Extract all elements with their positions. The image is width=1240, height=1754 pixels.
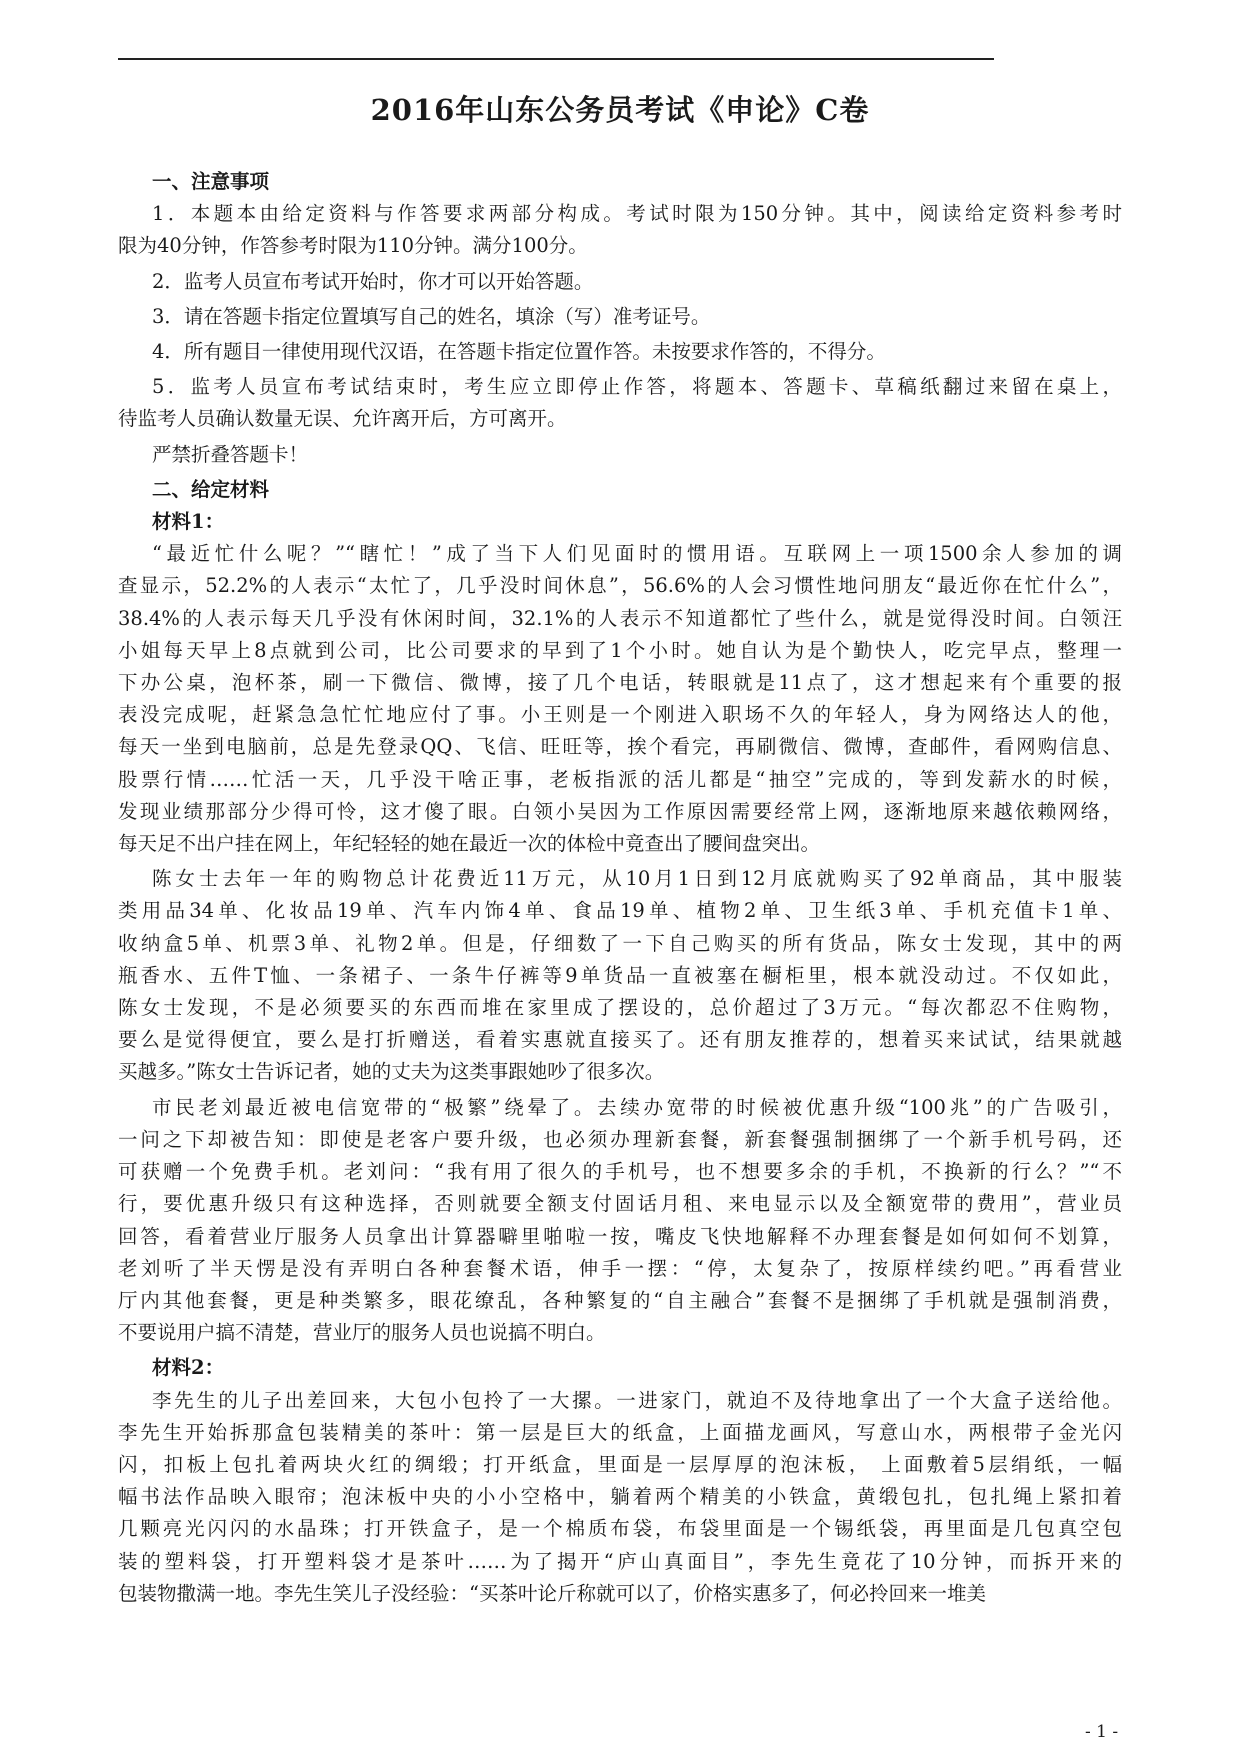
section-heading-notes: 一、注意事项 — [152, 170, 270, 193]
text-line: 瓶香水、五件T恤、一条裙子、一条牛仔裤等9单货品一直被塞在橱柜里，根本就没动过。不仅如此， — [118, 963, 1122, 987]
text-line: 38.4%的人表示每天几乎没有休闲时间，32.1%的人表示不知道都忙了些什么，就是觉得没时间。白领汪 — [118, 606, 1122, 630]
text-line: 陈女士去年一年的购物总计花费近11万元，从10月1日到12月底就购买了92单商品，其中服装 — [152, 867, 1122, 891]
material-1 — [118, 538, 1122, 1349]
paragraph — [118, 371, 1122, 435]
section-heading-materials: 二、给定材料 — [152, 477, 270, 501]
text-line: 每天足不出户挂在网上，年纪轻轻的她在最近一次的体检中竟查出了腰间盘突出。 — [118, 832, 821, 856]
text-line: 查显示，52.2%的人表示“太忙了，几乎没时间休息”，56.6%的人会习惯性地问朋友“最近你在忙什么”， — [118, 574, 1122, 598]
text-line: 市民老刘最近被电信宽带的“极繁”绕晕了。去续办宽带的时候被优惠升级“100兆”的广告吸引， — [152, 1095, 1122, 1119]
text-line: 收纳盒5单、机票3单、礼物2单。但是，仔细数了一下自己购买的所有货品，陈女士发现，其中的两 — [118, 931, 1122, 955]
paragraph — [118, 863, 1122, 1088]
text-line: 严禁折叠答题卡！ — [152, 442, 309, 466]
text-line: 厅内其他套餐，更是种类繁多，眼花缭乱，各种繁复的“自主融合”套餐不是捆绑了手机就是强制消费， — [118, 1288, 1122, 1312]
text-line: 回答，看着营业厅服务人员拿出计算器噼里啪啦一按，嘴皮飞快地解释不办理套餐是如何如何不划算， — [118, 1224, 1122, 1248]
text-line: 要么是觉得便宜，要么是打折赠送，看着实惠就直接买了。还有朋友推荐的，想着买来试试，结果就越 — [118, 1028, 1122, 1052]
material-2-heading: 材料2： — [152, 1356, 225, 1380]
header-rule — [118, 58, 994, 60]
text-line: 可获赠一个免费手机。老刘问：“我有用了很久的手机号，也不想要多余的手机，不换新的行么？”“不 — [118, 1160, 1122, 1184]
paragraph — [118, 538, 1122, 860]
text-line: 下办公桌，泡杯茶，刷一下微信、微博，接了几个电话，转眼就是11点了，这才想起来有个重要的报 — [118, 671, 1122, 695]
text-line: 行，要优惠升级只有这种选择，否则就要全额支付固话月租、来电显示以及全额宽带的费用”，营业员 — [118, 1192, 1122, 1216]
paragraph — [118, 439, 1122, 471]
paragraph — [118, 1385, 1122, 1610]
text-line: 小姐每天早上8点就到公司，比公司要求的早到了1个小时。她自认为是个勤快人，吃完早点，整理一 — [118, 638, 1122, 662]
paragraph — [118, 266, 1122, 298]
text-line: 闪，扣板上包扎着两块火红的绸缎；打开纸盒，里面是一层厚厚的泡沫板， 上面敷着5层绢纸，一幅 — [118, 1452, 1122, 1476]
document-title: 2016年山东公务员考试《申论》C卷 — [370, 93, 870, 127]
document-body — [118, 166, 1122, 1613]
notes-section — [118, 198, 1122, 471]
text-line: 陈女士发现，不是必须要买的东西而堆在家里成了摆设的，总价超过了3万元。“每次都忍不住购物， — [118, 996, 1122, 1020]
text-line: 幅书法作品映入眼帘；泡沫板中央的小小空格中，躺着两个精美的小铁盒，黄缎包扎，包扎绳上紧扣着 — [118, 1485, 1122, 1509]
text-line: 几颗亮光闪闪的水晶珠；打开铁盒子，是一个棉质布袋，布袋里面是一个锡纸袋，再里面是几包真空包 — [118, 1517, 1122, 1541]
text-line: “最近忙什么呢？”“瞎忙！”成了当下人们见面时的惯用语。互联网上一项1500余人参加的调 — [152, 542, 1122, 566]
text-line: 3．请在答题卡指定位置填写自己的姓名，填涂（写）准考证号。 — [152, 304, 711, 328]
text-line: 4．所有题目一律使用现代汉语，在答题卡指定位置作答。未按要求作答的，不得分。 — [152, 340, 886, 364]
text-line: 2．监考人员宣布考试开始时，你才可以开始答题。 — [152, 269, 594, 293]
text-line: 李先生开始拆那盒包装精美的茶叶：第一层是巨大的纸盒，上面描龙画风，写意山水，两根带子金光闪 — [118, 1420, 1122, 1444]
text-line: 表没完成呢，赶紧急急忙忙地应付了事。小王则是一个刚进入职场不久的年轻人，身为网络达人的他， — [118, 703, 1122, 727]
text-line: 包装物撒满一地。李先生笑儿子没经验：“买茶叶论斤称就可以了，价格实惠多了，何必拎回来一堆美 — [118, 1581, 986, 1605]
text-line: 5．监考人员宣布考试结束时，考生应立即停止作答，将题本、答题卡、草稿纸翻过来留在桌上， — [152, 375, 1122, 399]
paragraph — [118, 301, 1122, 333]
material-2 — [118, 1385, 1122, 1610]
text-line: 老刘听了半天愣是没有弄明白各种套餐术语，伸手一摆：“停，太复杂了，按原样续约吧。”再看营业 — [118, 1256, 1122, 1280]
text-line: 发现业绩那部分少得可怜，这才傻了眼。白领小吴因为工作原因需要经常上网，逐渐地原来越依赖网络， — [118, 799, 1122, 823]
text-line: 1．本题本由给定资料与作答要求两部分构成。考试时限为150分钟。其中，阅读给定资料参考时 — [152, 202, 1122, 226]
paragraph — [118, 198, 1122, 262]
material-1-heading: 材料1： — [152, 510, 225, 534]
text-line: 类用品34单、化妆品19单、汽车内饰4单、食品19单、植物2单、卫生纸3单、手机充值卡1单、 — [118, 899, 1122, 923]
page-number: - 1 - — [1085, 1722, 1119, 1742]
paragraph — [118, 336, 1122, 368]
text-line: 限为40分钟，作答参考时限为110分钟。满分100分。 — [118, 234, 588, 258]
text-line: 每天一坐到电脑前，总是先登录QQ、飞信、旺旺等，挨个看完，再刷微信、微博，查邮件，看网购信息、 — [118, 735, 1122, 759]
text-line: 待监考人员确认数量无误、允许离开后，方可离开。 — [118, 407, 567, 431]
text-line: 一问之下却被告知：即使是老客户要升级，也必须办理新套餐，新套餐强制捆绑了一个新手机号码，还 — [118, 1127, 1122, 1151]
text-line: 李先生的儿子出差回来，大包小包拎了一大摞。一进家门，就迫不及待地拿出了一个大盒子送给他。 — [152, 1388, 1122, 1412]
text-line: 买越多。”陈女士告诉记者，她的丈夫为这类事跟她吵了很多次。 — [118, 1060, 665, 1084]
paragraph — [118, 1092, 1122, 1350]
text-line: 装的塑料袋，打开塑料袋才是茶叶……为了揭开“庐山真面目”，李先生竟花了10分钟，而拆开来的 — [118, 1549, 1122, 1573]
text-line: 不要说用户搞不清楚，营业厅的服务人员也说搞不明白。 — [118, 1321, 606, 1345]
text-line: 股票行情……忙活一天，几乎没干啥正事，老板指派的活儿都是“抽空”完成的，等到发薪水的时候， — [118, 767, 1122, 791]
